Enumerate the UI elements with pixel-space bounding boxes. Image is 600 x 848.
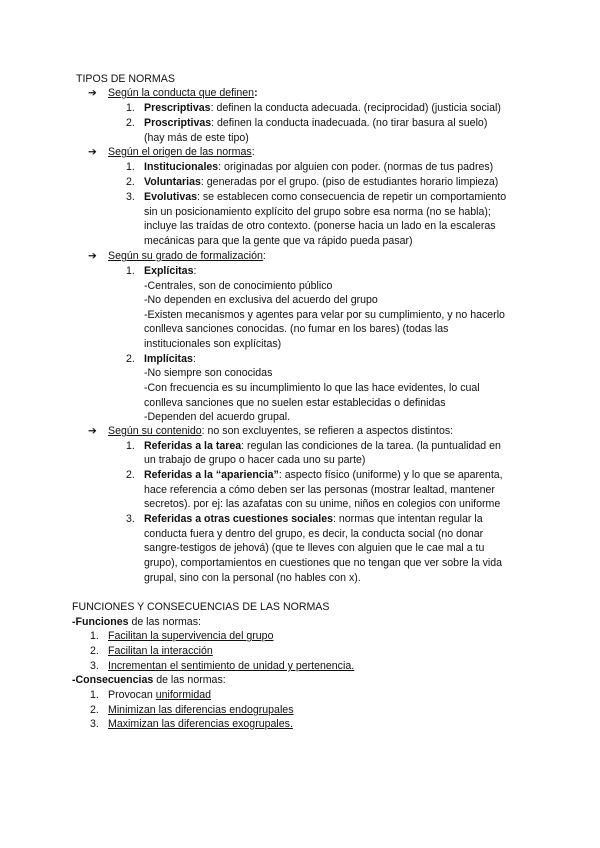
list-number: 1. [126,265,135,277]
arrow-icon: ➔ [88,425,97,437]
list-number: 1. [90,689,99,701]
funciones-dash: - [72,616,76,628]
item-line: -No siempre son conocidas [144,367,273,379]
list-number: 3. [126,191,135,203]
list-item [144,190,506,205]
sec4-heading-text: Según su contenido [108,425,202,437]
arrow-icon: ➔ [88,146,97,158]
item-line: -Con frecuencia es su incumplimiento lo que las hace evidentes, lo cual [144,382,480,394]
item-term: Implícitas [144,353,193,365]
list-item [144,116,487,131]
list-item: Facilitan la interacción [108,645,213,657]
item-line: -Centrales, son de conocimiento público [144,280,333,292]
consecuencias-rest: de las normas: [153,674,226,686]
sec3-heading [108,249,266,264]
list-number: 2. [90,645,99,657]
arrow-icon: ➔ [88,87,97,99]
item-text: : regulan las condiciones de la tarea. (la puntualidad en [241,440,501,452]
list-number: 1. [126,102,135,114]
list-item: Facilitan la supervivencia del grupo [108,630,274,642]
sec2-heading-text: Según el origen de las normas [108,146,252,158]
list-item [144,468,503,483]
list-item [144,439,501,454]
arrow-icon: ➔ [88,250,97,262]
item-line: conducta fuera y dentro del grupo, es decir, la conducta social (no donar [144,528,484,540]
list-item [144,512,483,527]
sec4-heading [108,424,453,439]
item-prefix: Provocan [108,689,156,701]
sec1-heading-text: Según la conducta que definen [108,87,255,99]
sec2-heading-colon: : [251,146,255,158]
sec1-heading [108,86,258,101]
item-text: : originadas por alguien con poder. (normas de tus padres) [218,161,494,173]
item-term: Voluntarias [144,176,201,188]
list-number: 3. [90,660,99,672]
item-line: hace referencia a cómo deben ser las personas (mostrar lealtad, mantener [144,484,495,496]
item-term: Referidas a la “apariencia” [144,469,279,481]
sec3-heading-text: Según su grado de formalización [108,250,263,262]
item-text: : definen la conducta inadecuada. (no tirar basura al suelo) [211,117,488,129]
consecuencias-heading [72,673,226,688]
item-line: -Dependen del acuerdo grupal. [144,411,291,423]
list-number: 1. [126,161,135,173]
item-text: : se establecen como consecuencia de repetir un comportamiento [197,191,507,203]
item-term: Institucionales [144,161,219,173]
list-number: 2. [126,469,135,481]
item-text: : definen la conducta adecuada. (reciprocidad) (justicia social) [210,102,501,114]
item-term: Evolutivas [144,191,197,203]
item-term: Prescriptivas [144,102,211,114]
item-continuation: mecánicas para que la gente que va rápido pueda pasar) [144,235,413,247]
list-item [144,160,493,175]
list-item [144,101,501,116]
item-term: Referidas a la tarea [144,440,242,452]
item-term: Explícitas [144,265,194,277]
item-text: : normas que intentan regular la [333,513,483,525]
list-number: 3. [90,718,99,730]
item-line: un trabajo de grupo o hacer cada uno su parte) [144,454,366,466]
item-line: -No dependen en exclusiva del acuerdo del grupo [144,294,378,306]
list-number: 2. [126,176,135,188]
item-text: : aspecto físico (uniforme) y lo que se aparenta, [278,469,503,481]
funciones-label: Funciones [75,616,129,628]
section2-title: FUNCIONES Y CONSECUENCIAS DE LAS NORMAS [72,601,330,613]
list-item [144,352,196,367]
item-line: -Existen mecanismos y agentes para velar por su cumplimiento, y no hacerlo [144,309,505,321]
item-colon: : [192,353,196,365]
item-line: grupal, sino con la personal (no hables con x). [144,572,361,584]
sec2-heading [108,145,255,160]
item-line: secretos). por ej: las azafatas con su unime, niños en colegios con uniforme [144,498,501,510]
list-number: 2. [90,704,99,716]
consecuencias-label: Consecuencias [75,674,154,686]
list-item [144,264,196,279]
list-number: 2. [126,117,135,129]
item-continuation: incluye las traídas de otro contexto. (ponerse hacia un lado en la escaleras [144,220,496,232]
item-colon: : [193,265,197,277]
item-continuation: (hay más de este tipo) [144,132,249,144]
list-item [144,175,498,190]
item-line: sangre-testigos de jehová) (que te lleves con alguien que le cae mal a tu [144,542,485,554]
list-number: 2. [126,353,135,365]
sec1-heading-colon: : [254,87,258,99]
item-continuation: sin un posicionamiento explícito del grupo sobre esa norma (no se habla); [144,206,491,218]
list-item: Maximizan las diferencias exogrupales. [108,718,293,730]
list-item: Minimizan las diferencias endogrupales [108,704,294,716]
document-title: TIPOS DE NORMAS [76,73,175,85]
item-line: institucionales son explícitas) [144,338,282,350]
sec3-heading-colon: : [262,250,266,262]
item-line: grupo), comportamientos en cuestiones que no tengan que ver sobre la vida [144,557,503,569]
funciones-rest: de las normas: [128,616,201,628]
list-number: 1. [90,630,99,642]
funciones-heading [72,615,201,630]
item-term: Proscriptivas [144,117,212,129]
list-item [108,688,211,703]
list-number: 1. [126,440,135,452]
list-number: 3. [126,513,135,525]
item-line: conlleva sanciones que no suelen estar establecidas o definidas [144,397,446,409]
item-term: Referidas a otras cuestiones sociales [144,513,334,525]
item-text: uniformidad [155,689,212,701]
item-text: : generadas por el grupo. (piso de estudiantes horario limpieza) [200,176,499,188]
list-item: Incrementan el sentimiento de unidad y pertenencia. [108,660,355,672]
sec4-heading-rest: : no son excluyentes, se refieren a aspectos distintos: [201,425,454,437]
consecuencias-dash: - [72,674,76,686]
item-line: conlleva sanciones conocidas. (no fumar en los bares) (todas las [144,323,449,335]
